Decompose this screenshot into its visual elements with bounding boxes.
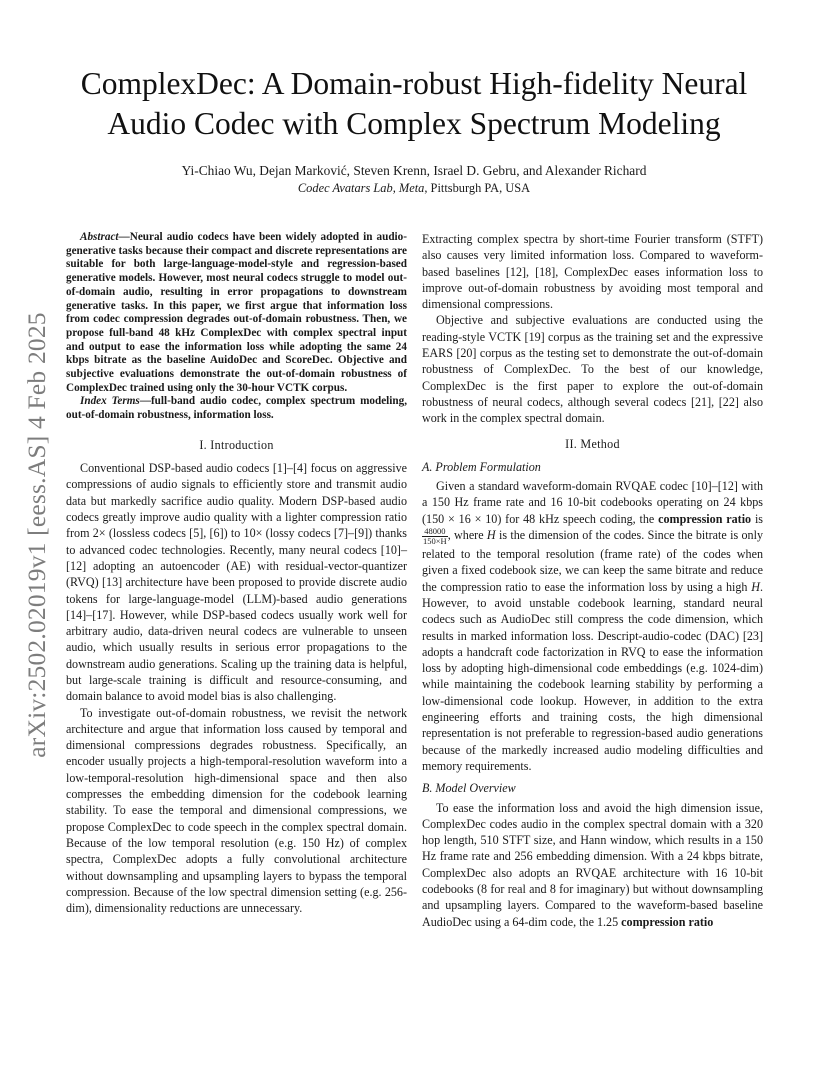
title-line-1: ComplexDec: A Domain-robust High-fidelity Neural: [80, 66, 748, 101]
intro-paragraph-1: Conventional DSP-based audio codecs [1]–[4] focus on aggressive compressions of audio signals to efficiently store and transmit audio data but markedly sacrifice audio quality. Modern DSP-based audio codecs greatly improve audio quality with a lighter compression ratio from 2× (lossless codecs [5], [6]) to 10× (lossy codecs [7]–[9]) thanks to advanced codec technologies. Recently, many neural codecs [10]–[12] adopting an autoencoder (AE) with residual-vector-quantizer (RVQ) [13] architecture have been proposed to provide discrete audio tokens for large-language-model (LLM)-based audio generations [14]–[17]. However, while DSP-based codecs usually work well for arbitrary audio, data-driven neural codecs are vulnerable to unseen audio, which usually results in serious error propagations to the downstream audio generations. Scaling up the training data is helpful, but large-scale training is difficult and resource-consuming, and domain balance to avoid model bias is also challenging.: [66, 461, 407, 704]
text-run: is: [751, 511, 764, 526]
subsection-heading-model-overview: B. Model Overview: [422, 781, 516, 796]
section-heading-method: II. Method: [565, 436, 620, 451]
method-a-paragraph: [422, 478, 763, 774]
intro-paragraph-4: Objective and subjective evaluations are conducted using the reading-style VCTK [19] corpus as the training set and the expressive EARS [20] corpus as the testing set to demonstrate the out-of-domain robustness of ComplexDec. To the best of our knowledge, ComplexDec is the first paper to explore the out-of-domain robustness of neural codecs, although several codecs [21], [22] also work in the complex spectral domain.: [422, 313, 763, 426]
text-run: To ease the information loss and avoid the high dimension issue, ComplexDec codes audio in the complex spectral domain with a 320 hop length, 510 STFT size, and Hann window, which results in a 150 Hz frame rate and 256 embedding dimension. With a 24 kbps bitrate, ComplexDec also adopts an RVQAE architecture with 16 10-bit codebooks (8 for real and 8 for imaginary) but without downsampling and upsampling layers. Compared to the waveform-based baseline AudioDec using a 64-dim code, the 1.25: [422, 800, 763, 929]
abstract-label: Abstract: [80, 231, 119, 243]
right-column: [422, 231, 763, 930]
intro-paragraph-2: To investigate out-of-domain robustness, we revisit the network architecture and argue that information loss caused by temporal and dimensional compressions degrades robustness. Specifically, an encoder usually projects a high-temporal-resolution waveform into a low-temporal-resolution high-dimensional space and then also compresses the embedding dimension for the codebook learning stability. To ease the temporal and dimensional compressions, we propose ComplexDec to code speech in the complex spectral domain. Because of the low temporal resolution (e.g. 150 Hz) of complex spectra, ComplexDec adopts a fully convolutional architecture without downsampling and upsampling layers to bypass the temporal compression. Because of the low spectral dimension setting (e.g. 256-dim), dimensionality reductions are unnecessary.: [66, 705, 407, 916]
intro-paragraph-3: Extracting complex spectra by short-time Fourier transform (STFT) also causes very limited information loss. Compared to waveform-based baselines [12], [18], ComplexDec eases information loss to improve out-of-domain robustness by avoiding most temporal and dimensional compressions.: [422, 232, 763, 312]
author-list: Yi-Chiao Wu, Dejan Marković, Steven Krenn, Israel D. Gebru, and Alexander Richard: [181, 163, 647, 178]
fraction-numerator: 48000: [422, 527, 448, 537]
method-b-paragraph: [422, 800, 763, 930]
index-terms: [66, 395, 407, 422]
paper-title: [0, 64, 828, 144]
text-run: , where: [447, 528, 487, 543]
text-run: is the dimension of the codes. Since the bitrate is only related to the temporal resolution (frame rate) of the codes when given a fixed codebook size, we can keep the same bitrate and reduce the compression ratio to ease the information loss by using a high: [422, 528, 763, 594]
affiliation: [0, 181, 828, 196]
compression-ratio-fraction: [422, 527, 448, 546]
text-run: . However, to avoid unstable codebook learning, standard neural codecs such as AudioDec still compress the code dimension, which results in marked information loss. Descript-audio-codec (DAC) [23] adopts a handcraft code factorization in RVQ to ease the information loss by adopting high-dimensional code embeddings (e.g. 1024-dim) while maintaining the codebook learning stability by performing a low-dimensional code lookup. However, in addition to the extra engineering efforts and training costs, the high dimensional representation is not preferable to regression-based audio generations because of the markedly increased audio modeling difficulties and memory requirements.: [422, 579, 763, 773]
abstract-text: —Neural audio codecs have been widely adopted in audio-generative tasks because their compact and discrete representations are suitable for both large-language-model-style and regression-based generative models. However, most neural codecs struggle to model out-of-domain audio, resulting in error propagations to downstream generative tasks. In this paper, we first argue that information loss from codec compression degrades out-of-domain robustness. Then, we propose full-band 48 kHz ComplexDec with complex spectral input and output to ease the information loss while adopting the same 24 kbps bitrate as the baseline AuidoDec and ScoreDec. Objective and subjective evaluations demonstrate the out-of-domain robustness of ComplexDec trained using only the 30-hour VCTK corpus.: [66, 231, 407, 394]
variable-h: H: [751, 579, 760, 594]
text-run: Given a standard waveform-domain RVQAE codec [10]–[12] with a 150 Hz frame rate and 16 10-bit codebooks operating on 24 kbps (150 × 16 × 10) for 48 kHz speech coding, the: [422, 479, 763, 526]
arxiv-identifier: [22, 290, 52, 780]
variable-h: H: [486, 528, 496, 543]
abstract: [66, 231, 407, 395]
compression-ratio-term: compression ratio: [658, 511, 752, 526]
fraction-denominator: 150×H: [423, 536, 447, 547]
affiliation-lab: Codec Avatars Lab, Meta: [297, 181, 425, 195]
index-terms-text: —full-band audio codec, complex spectrum modeling, out-of-domain robustness, information loss.: [66, 395, 407, 422]
title-line-2: Audio Codec with Complex Spectrum Modeling: [107, 106, 721, 141]
index-terms-label: Index Terms: [80, 395, 140, 408]
affiliation-location: , Pittsburgh PA, USA: [424, 181, 531, 195]
section-heading-introduction: I. Introduction: [199, 437, 274, 452]
left-column: [66, 231, 407, 916]
subsection-heading-problem-formulation: A. Problem Formulation: [422, 459, 541, 474]
arxiv-identifier-text: arXiv:2502.02019v1 [eess.AS] 4 Feb 2025: [22, 312, 51, 758]
compression-ratio-term: compression ratio: [621, 914, 714, 929]
